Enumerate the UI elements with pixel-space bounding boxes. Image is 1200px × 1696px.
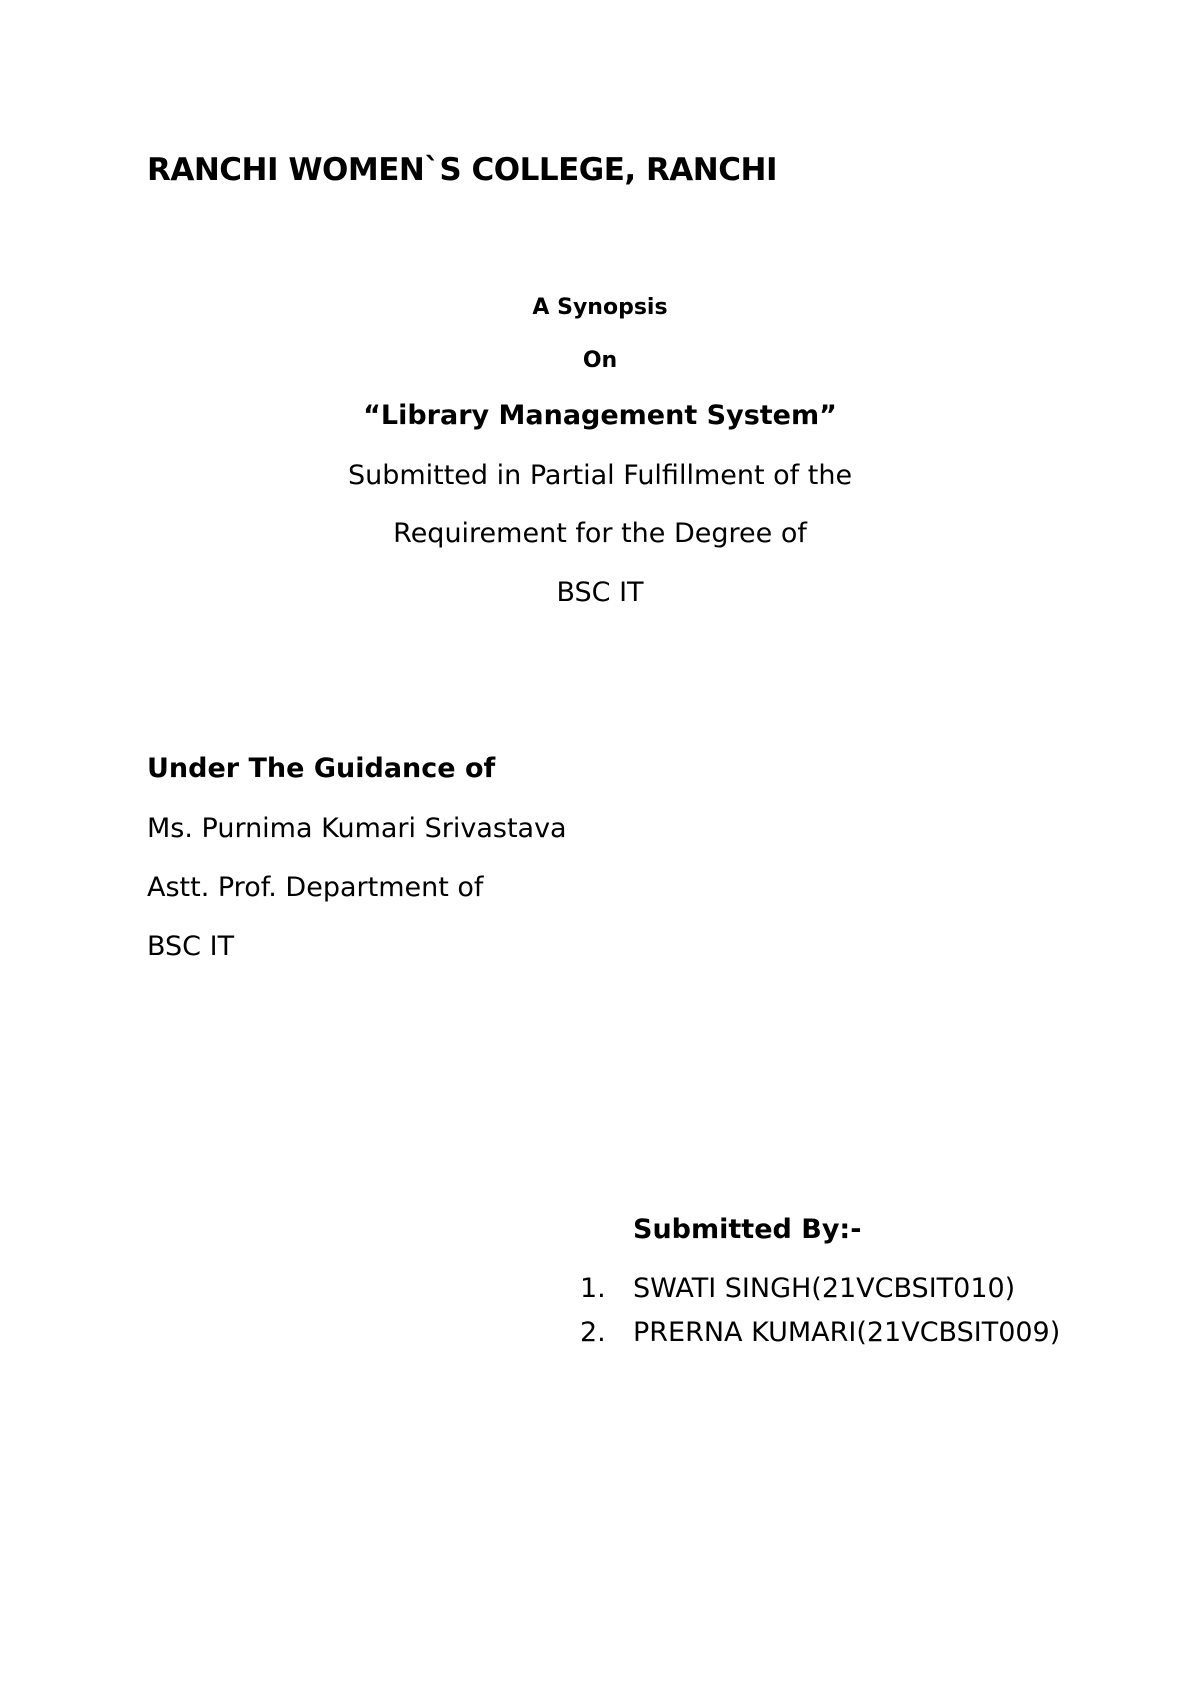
guidance-heading: Under The Guidance of	[147, 753, 496, 784]
requirement-line: Requirement for the Degree of	[393, 518, 807, 549]
student-name: PRERNA KUMARI(21VCBSIT009)	[633, 1317, 1061, 1348]
synopsis-label: A Synopsis	[532, 295, 668, 320]
fulfillment-line: Submitted in Partial Fulfillment of the	[347, 460, 853, 491]
student-list-item	[580, 1273, 1015, 1304]
college-name: RANCHI WOMEN`S COLLEGE, RANCHI	[147, 152, 777, 188]
list-number: 1.	[580, 1273, 606, 1304]
submitted-by-heading: Submitted By:-	[633, 1214, 862, 1245]
list-number: 2.	[580, 1317, 606, 1348]
guide-department: BSC IT	[147, 931, 235, 962]
degree-line: BSC IT	[556, 577, 644, 608]
guide-designation: Astt. Prof. Department of	[147, 872, 484, 903]
student-list-item	[580, 1317, 1060, 1348]
project-title: “Library Management System”	[363, 400, 837, 431]
on-label: On	[582, 348, 618, 373]
guide-name: Ms. Purnima Kumari Srivastava	[147, 813, 567, 844]
student-name: SWATI SINGH(21VCBSIT010)	[633, 1273, 1016, 1304]
